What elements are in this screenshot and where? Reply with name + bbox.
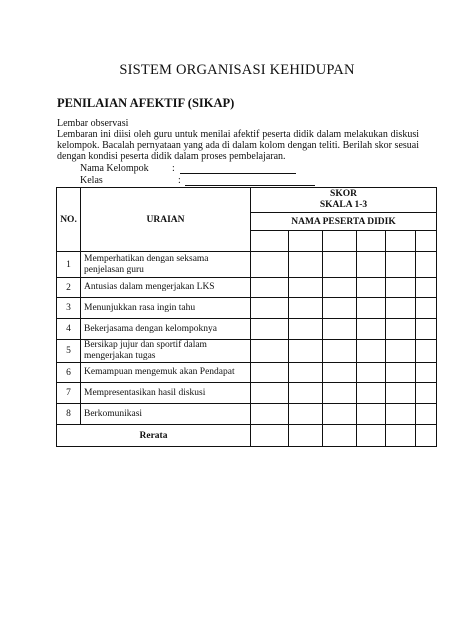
score-cell[interactable] xyxy=(416,383,437,404)
row-number: 8 xyxy=(57,404,81,425)
group-name-blank[interactable] xyxy=(180,163,296,174)
observation-label: Lembar observasi xyxy=(57,118,129,129)
score-cell[interactable] xyxy=(416,340,437,363)
score-cell[interactable] xyxy=(251,298,289,319)
score-cell[interactable] xyxy=(289,278,323,298)
score-cell[interactable] xyxy=(289,383,323,404)
skor-header xyxy=(251,188,437,213)
score-cell[interactable] xyxy=(386,298,416,319)
row-description: Memperhatikan dengan seksama penjelasan guru xyxy=(81,252,251,278)
row-description: Bekerjasama dengan kelompoknya xyxy=(81,319,251,340)
average-cell[interactable] xyxy=(416,425,437,447)
score-cell[interactable] xyxy=(323,404,357,425)
average-cell[interactable] xyxy=(251,425,289,447)
score-cell[interactable] xyxy=(251,383,289,404)
score-cell[interactable] xyxy=(416,252,437,278)
score-cell[interactable] xyxy=(289,252,323,278)
student-name-cell[interactable] xyxy=(251,231,289,252)
score-cell[interactable] xyxy=(416,298,437,319)
score-cell[interactable] xyxy=(386,404,416,425)
score-cell[interactable] xyxy=(323,278,357,298)
skala-label: SKALA 1-3 xyxy=(319,200,368,210)
student-name-cell[interactable] xyxy=(323,231,357,252)
instructions-paragraph: Lembaran ini diisi oleh guru untuk menilai afektif peserta didik dalam melakukan diskusi kelompok. Bacalah pernyataan yang ada di dalam kolom dengan teliti. Berilah skor sesuai dengan kondisi peserta didik dalam proses pembelajaran. xyxy=(57,129,419,162)
section-title: PENILAIAN AFEKTIF (SIKAP) xyxy=(57,96,235,110)
row-number: 4 xyxy=(57,319,81,340)
score-cell[interactable] xyxy=(289,319,323,340)
row-description: Menunjukkan rasa ingin tahu xyxy=(81,298,251,319)
footer-row xyxy=(57,425,437,447)
score-cell[interactable] xyxy=(357,252,386,278)
table-row xyxy=(57,363,437,383)
score-cell[interactable] xyxy=(251,319,289,340)
class-blank[interactable] xyxy=(185,175,315,186)
row-number: 7 xyxy=(57,383,81,404)
score-cell[interactable] xyxy=(357,298,386,319)
score-cell[interactable] xyxy=(251,278,289,298)
average-cell[interactable] xyxy=(323,425,357,447)
row-description: Bersikap jujur dan sportif dalam mengerjakan tugas xyxy=(81,340,251,363)
uraian-header: URAIAN xyxy=(81,188,251,252)
score-cell[interactable] xyxy=(323,298,357,319)
row-number: 6 xyxy=(57,363,81,383)
group-name-label: Nama Kelompok xyxy=(80,163,149,174)
row-number: 3 xyxy=(57,298,81,319)
table-row xyxy=(57,278,437,298)
rerata-label: Rerata xyxy=(57,425,251,447)
table-row xyxy=(57,383,437,404)
score-cell[interactable] xyxy=(386,340,416,363)
class-field xyxy=(80,175,320,187)
class-label: Kelas xyxy=(80,175,103,186)
row-description: Berkomunikasi xyxy=(81,404,251,425)
row-number: 5 xyxy=(57,340,81,363)
average-cell[interactable] xyxy=(357,425,386,447)
score-cell[interactable] xyxy=(386,319,416,340)
score-cell[interactable] xyxy=(386,383,416,404)
skor-label: SKOR xyxy=(330,189,357,199)
table-row xyxy=(57,340,437,363)
page-title: SISTEM ORGANISASI KEHIDUPAN xyxy=(119,62,355,78)
student-name-cell[interactable] xyxy=(386,231,416,252)
score-cell[interactable] xyxy=(289,298,323,319)
score-cell[interactable] xyxy=(416,319,437,340)
score-cell[interactable] xyxy=(357,363,386,383)
score-cell[interactable] xyxy=(251,363,289,383)
row-number: 1 xyxy=(57,252,81,278)
score-cell[interactable] xyxy=(289,340,323,363)
table-row xyxy=(57,298,437,319)
score-cell[interactable] xyxy=(357,319,386,340)
score-cell[interactable] xyxy=(323,319,357,340)
score-cell[interactable] xyxy=(416,404,437,425)
group-name-field xyxy=(80,163,300,175)
score-cell[interactable] xyxy=(251,252,289,278)
average-cell[interactable] xyxy=(289,425,323,447)
students-header: NAMA PESERTA DIDIK xyxy=(251,213,437,231)
score-cell[interactable] xyxy=(386,252,416,278)
score-cell[interactable] xyxy=(386,278,416,298)
score-cell[interactable] xyxy=(289,363,323,383)
student-name-cell[interactable] xyxy=(416,231,437,252)
student-name-cell[interactable] xyxy=(289,231,323,252)
row-description: Kemampuan mengemuk akan Pendapat xyxy=(81,363,251,383)
score-cell[interactable] xyxy=(323,383,357,404)
score-cell[interactable] xyxy=(251,340,289,363)
score-cell[interactable] xyxy=(416,278,437,298)
row-number: 2 xyxy=(57,278,81,298)
table-row xyxy=(57,319,437,340)
assessment-table xyxy=(56,187,437,447)
score-cell[interactable] xyxy=(357,383,386,404)
no-header: NO. xyxy=(57,188,81,252)
score-cell[interactable] xyxy=(357,278,386,298)
class-colon: : xyxy=(178,175,181,186)
score-cell[interactable] xyxy=(357,340,386,363)
row-description: Antusias dalam mengerjakan LKS xyxy=(81,278,251,298)
score-cell[interactable] xyxy=(357,404,386,425)
score-cell[interactable] xyxy=(323,340,357,363)
group-name-colon: : xyxy=(172,163,175,174)
score-cell[interactable] xyxy=(323,363,357,383)
row-description: Mempresentasikan hasil diskusi xyxy=(81,383,251,404)
score-cell[interactable] xyxy=(289,404,323,425)
score-cell[interactable] xyxy=(416,363,437,383)
table-row xyxy=(57,404,437,425)
score-cell[interactable] xyxy=(251,404,289,425)
table-row xyxy=(57,252,437,278)
score-cell[interactable] xyxy=(386,363,416,383)
average-cell[interactable] xyxy=(386,425,416,447)
student-name-cell[interactable] xyxy=(357,231,386,252)
score-cell[interactable] xyxy=(323,252,357,278)
